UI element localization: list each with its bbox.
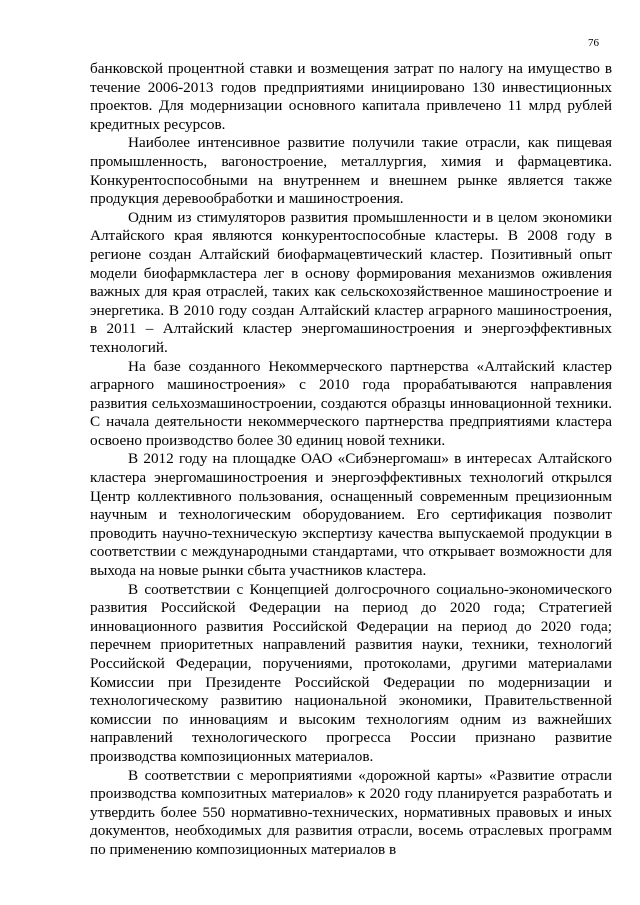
paragraph-1: банковской процентной ставки и возмещения затрат по налогу на имущество в течение 2006-2013 годов предприятиями инициировано 130 инвестиционных проектов. Для модернизации основного капитала привлечено 11 млрд рублей кредитных ресурсов.	[90, 60, 612, 133]
paragraph-4: На базе созданного Некоммерческого партнерства «Алтайский кластер аграрного машиностроения» с 2010 года прорабатываются направления развития сельхозмашиностроении, создаются образцы инновационной техники. С начала деятельности некоммерческого партнерства предприятиями кластера освоено производство более 30 единиц новой техники.	[90, 357, 612, 449]
paragraph-7: В соответствии с мероприятиями «дорожной карты» «Развитие отрасли производства композитных материалов» к 2020 году планируется разработать и утвердить более 550 нормативно-технических, нормативных правовых и иных документов, необходимых для развития отрасли, восемь отраслевых программ по применению композиционных материалов в	[90, 766, 612, 858]
paragraph-5: В 2012 году на площадке ОАО «Сибэнергомаш» в интересах Алтайского кластера энергомашиностроения и энергоэффективных технологий открылся Центр коллективного пользования, оснащенный современным прецизионным научным и технологическим оборудованием. Его сертификация позволит проводить научно-техническую экспертизу качества выпускаемой продукции в соответствии с международными стандартами, что открывает возможности для выхода на новые рынки сбыта участников кластера.	[90, 450, 612, 580]
page-number: 76	[588, 37, 599, 49]
paragraph-6: В соответствии с Концепцией долгосрочного социально-экономического развития Российской Федерации на период до 2020 года; Стратегией инновационного развития Российской Федерации на период до 2020 года; перечнем приоритетных направлений развития науки, техники, технологий Российской Федерации, поручениями, протоколами, другими материалами Комиссии при Президенте Российской Федерации по модернизации и технологическому развитию национальной экономики, Правительственной комиссии по инновациям и высоким технологиям одним из важнейших направлений технологического прогресса России признано развитие производства композиционных материалов.	[90, 580, 612, 765]
document-body	[90, 60, 612, 860]
paragraph-3: Одним из стимуляторов развития промышленности и в целом экономики Алтайского края являются конкурентоспособные кластеры. В 2008 году в регионе создан Алтайский биофармацевтический кластер. Позитивный опыт модели биофармкластера лег в основу формирования механизмов оживления важных для края отраслей, таких как сельскохозяйственное машиностроение и энергетика. В 2010 году создан Алтайский кластер аграрного машиностроения, в 2011 – Алтайский кластер энергомашиностроения и энергоэффективных технологий.	[90, 208, 612, 356]
paragraph-2: Наиболее интенсивное развитие получили такие отрасли, как пищевая промышленность, вагоностроение, металлургия, химия и фармацевтика. Конкурентоспособными на внутреннем и внешнем рынке является также продукция деревообработки и машиностроения.	[90, 134, 612, 208]
